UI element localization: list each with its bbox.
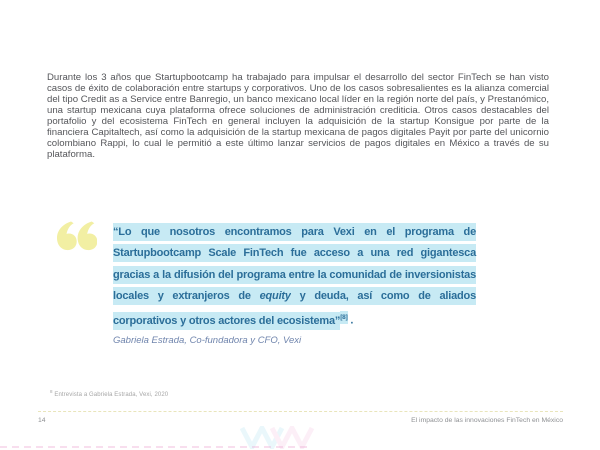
footer-document-title: El impacto de las innovaciones FinTech en México <box>411 417 563 424</box>
quote-reference-marker: [8] <box>340 311 347 324</box>
quote-closing-punctuation: . <box>347 314 354 327</box>
quote-text-italic: equity <box>260 287 291 305</box>
body-paragraph: Durante los 3 años que Startupbootcamp ha trabajado para impulsar el desarrollo del sector FinTech se han visto casos de éxito de colaboración entre startups y corporativos. Uno de los casos sobresalientes es la alianza comercial del tipo Credit as a Service entre Banregio, un banco mexicano local líder en la región norte del país, y Prestanómico, una startup mexicana cuya plataforma ofrece soluciones de administración crediticia. Otros casos destacables del portafolio y del ecosistema FinTech en general incluyen la adquisición de la startup Konsigue por parte de la financiera Capitaltech, así como la adquisición de la startup mexicana de pagos digitales Payit por parte del unicornio colombiano Rappi, lo cual le permitió a este último lanzar servicios de pagos digitales en México a través de su plataforma. <box>47 72 549 160</box>
footnote-marker: 8 <box>50 389 53 394</box>
footnote <box>50 389 168 398</box>
double-quote-icon <box>57 221 97 251</box>
quote-text-after: y deuda, así como de aliados corporativos y otros actores del ecosistema” <box>113 287 476 330</box>
page-number: 14 <box>38 417 46 424</box>
quote-attribution: Gabriela Estrada, Co-fundadora y CFO, Vexi <box>113 335 302 347</box>
footer <box>38 417 563 424</box>
quote-text-main: “Lo que nosotros encontramos para Vexi en el programa de Startupbootcamp Scale FinTech fue acceso a una red gigantesca gracias a la difusión del programa entre la comunidad de inversionistas locales y extranjeros de <box>113 223 476 305</box>
quote-text <box>113 222 476 332</box>
bottom-dashed-line <box>0 446 312 448</box>
footer-divider-line <box>38 411 563 412</box>
quote-block <box>113 222 476 346</box>
footnote-text: Entrevista a Gabriela Estrada, Vexi, 2020 <box>52 392 169 398</box>
